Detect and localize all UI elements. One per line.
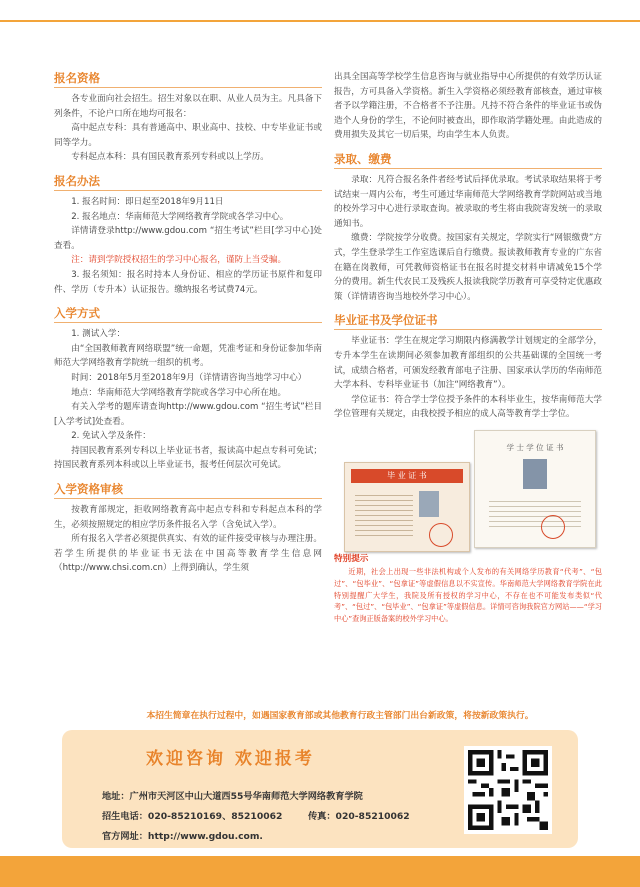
paragraph: 1. 报名时间：即日起至2018年9月11日 <box>71 196 224 207</box>
certificate-images <box>334 430 602 548</box>
paragraph: 2. 免试入学及条件： <box>71 431 151 442</box>
paragraph: 所有报名入学者必须提供真实、有效的证件接受审核与办理注册。若学生所提供的毕业证书无法在中国高等教育学生信息网（http://www.chsi.com.cn）上得到确认，学生须 <box>54 534 322 574</box>
paragraph: 2. 报名地点：华南师范大学网络教育学院或各学习中心。 <box>71 211 289 222</box>
certificate-photo <box>523 459 547 489</box>
paragraph: 各专业面向社会招生。招生对象以在职、从业人员为主。凡具备下列条件，不论户口所在地均可报名： <box>54 94 322 119</box>
paragraph: 地点：华南师范大学网络教育学院或各学习中心所在地。 <box>71 387 287 398</box>
graduation-certificate-image <box>344 462 470 552</box>
section-title-registration: 报名办法 <box>54 173 322 191</box>
paragraph: 3. 报名须知：报名时持本人身份证、相应的学历证书原件和复印件、学历（专升本）认证报告。缴纳报名考试费74元。 <box>54 269 322 295</box>
certificate-photo <box>419 491 439 517</box>
paragraph: 有关入学考的题库请查询http://www.gdou.com “招生考试”栏目[入学考试]处查看。 <box>54 402 322 427</box>
welcome-slogan: 欢迎咨询 欢迎报考 <box>146 749 315 769</box>
address-text: 地址：广州市天河区中山大道西55号华南师范大学网络教育学院 <box>102 791 363 802</box>
website-link[interactable]: 官方网址：http://www.gdou.com. <box>102 831 263 842</box>
contact-panel <box>62 730 578 848</box>
paragraph: 学位证书：符合学士学位授予条件的本科毕业生，按华南师范大学学位管理有关规定，由我校授予相应的成人高等教育学士学位。 <box>334 394 602 420</box>
top-header-area <box>0 0 640 60</box>
paragraph: 时间：2018年5月至2018年9月（详情请咨询当地学习中心） <box>71 372 307 383</box>
certificate-text-lines <box>489 497 581 531</box>
paragraph: 录取：凡符合报名条件者经考试后择优录取。考试录取结果将于考试结束一周内公布，考生可通过华南师范大学网络教育学院网站或当地的校外学习中心进行录取查询。被录取的考生将由我院寄发统一的录取通知书。 <box>334 174 602 229</box>
top-accent-line <box>0 20 640 22</box>
paragraph: 持国民教育系列专科以上毕业证书者，报读高中起点专科可免试；持国民教育系列本科或以上毕业证书，报考任何层次可免试。 <box>54 445 322 471</box>
section-title-eligibility: 报名资格 <box>54 70 322 88</box>
fax-text: 传真：020-85210062 <box>308 811 410 822</box>
qr-code-icon <box>464 746 552 834</box>
degree-certificate-image <box>474 430 596 548</box>
paragraph: 1. 测试入学： <box>71 329 126 340</box>
section-title-enrollment-fees: 录取、缴费 <box>334 151 602 169</box>
paragraph: 高中起点专科：具有普通高中、职业高中、技校、中专毕业证书或同等学力。 <box>54 123 322 148</box>
notice-title: 特别提示 <box>334 553 369 564</box>
paragraph-continued: 出具全国高等学校学生信息咨询与就业指导中心所提供的有效学历认证报告，方可具备入学资格。新生入学资格必须经教育部核查，通过审核者予以学籍注册，不合格者不予注册。凡持不符合条件的毕业证书或伪造个人身份的学生，不论何时被查出，即作取消学籍处理。由此造成的费用损失及其它一切后果，均由学生本人负责。 <box>334 72 602 141</box>
paragraph: 由“全国教师教育网络联盟”统一命题，凭准考证和身份证参加华南师范大学网络教育学院统一组织的机考。 <box>54 343 322 369</box>
policy-note: 本招生简章在执行过程中，如遇国家教育部或其他教育行政主管部门出台新政策，将按新政策执行。 <box>146 711 534 721</box>
section-title-admission: 入学方式 <box>54 305 322 323</box>
warning-paragraph: 注：请到学院授权招生的学习中心报名，谨防上当受骗。 <box>71 255 287 266</box>
paragraph: 详情请登录http://www.gdou.com “招生考试”栏目[学习中心]处查看。 <box>54 226 322 251</box>
paragraph: 毕业证书：学生在规定学习期限内修满教学计划规定的全部学分，专升本学生在读期间必须参加教育部组织的公共基础课的全国统一考试，成绩合格者，可颁发经教育部电子注册、国家承认学历的华南师范大学本科、专科毕业证书（加注“网络教育”）。 <box>334 336 602 391</box>
certificate-text-lines <box>355 491 413 537</box>
certificate-header: 毕 业 证 书 <box>351 469 463 483</box>
seal-icon <box>541 515 565 539</box>
notice-text: 近期，社会上出现一些非法机构或个人发布的有关网络学历教育“代考”、“包过”、“包毕业”、“包拿证”等虚假信息以不实宣传。华南师范大学网络教育学院在此特别提醒广大学生，我院及所有授权的学习中心，不存在也不可能发布类似“代考”、“包过”、“包毕业”、“包拿证”等虚假信息。详情可咨询我院官方网站——“学习中心”查询正版备案的校外学习中心。 <box>334 567 602 623</box>
section-title-certificates: 毕业证书及学位证书 <box>334 312 602 330</box>
certificate-header: 学 士 学 位 证 书 <box>506 442 564 452</box>
paragraph: 缴费：学院按学分收费。按国家有关规定，学院实行“网银缴费”方式，学生登录学生工作室选课后自行缴费。报读教师教育专业的广东省在籍在岗教师，可凭教师资格证书在报名时提交材料申请减免15个学分的费用。新生代农民工及残疾人报读我院学历教育可享受特定优惠政策（详情请咨询当地校外学习中心）。 <box>334 233 602 302</box>
seal-icon <box>429 523 453 547</box>
paragraph: 按教育部规定，拒收网络教育高中起点专科和专科起点本科的学生，必须按照规定的相应学历条件报名入学（含免试入学）。 <box>54 505 322 530</box>
section-title-review: 入学资格审核 <box>54 481 322 499</box>
right-column <box>334 62 602 624</box>
paragraph: 专科起点本科：具有国民教育系列专科或以上学历。 <box>71 152 269 163</box>
phone-text: 招生电话：020-85210169、85210062 <box>102 811 283 822</box>
left-column <box>54 62 322 576</box>
bottom-accent-bar <box>0 856 640 887</box>
